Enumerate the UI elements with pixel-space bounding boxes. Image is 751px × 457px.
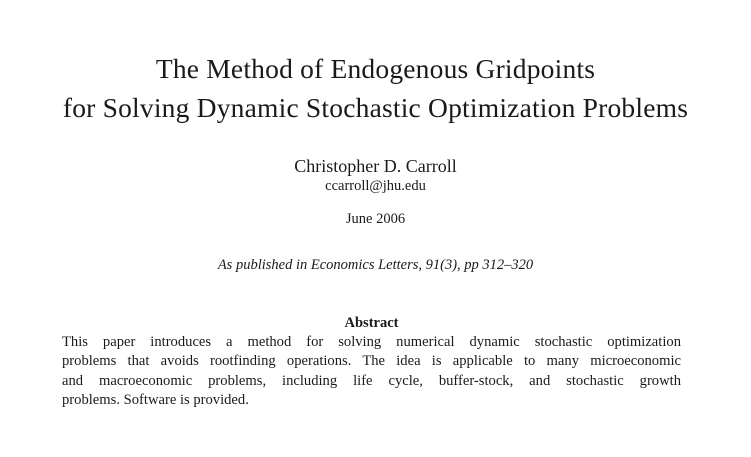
abstract-line: This paper introduces a method for solving numerical dynamic stochastic optimization <box>62 334 681 350</box>
publication-note: As published in Economics Letters, 91(3), pp 312–320 <box>217 257 534 273</box>
abstract-line: problems. Software is provided. <box>62 391 249 408</box>
paper-title-line-2: for Solving Dynamic Stochastic Optimization Problems <box>62 92 689 123</box>
paper-date: June 2006 <box>345 211 406 227</box>
author-name: Christopher D. Carroll <box>294 156 457 176</box>
abstract-line: and macroeconomic problems, including life cycle, buffer-stock, and stochastic growth <box>62 372 681 389</box>
abstract-body <box>62 333 681 410</box>
paper-title-line-1: The Method of Endogenous Gridpoints <box>155 53 596 84</box>
abstract-line: problems that avoids rootfinding operations. The idea is applicable to many microeconomic <box>62 353 681 370</box>
abstract-heading: Abstract <box>344 315 399 331</box>
author-email: ccarroll@jhu.edu <box>325 178 426 194</box>
